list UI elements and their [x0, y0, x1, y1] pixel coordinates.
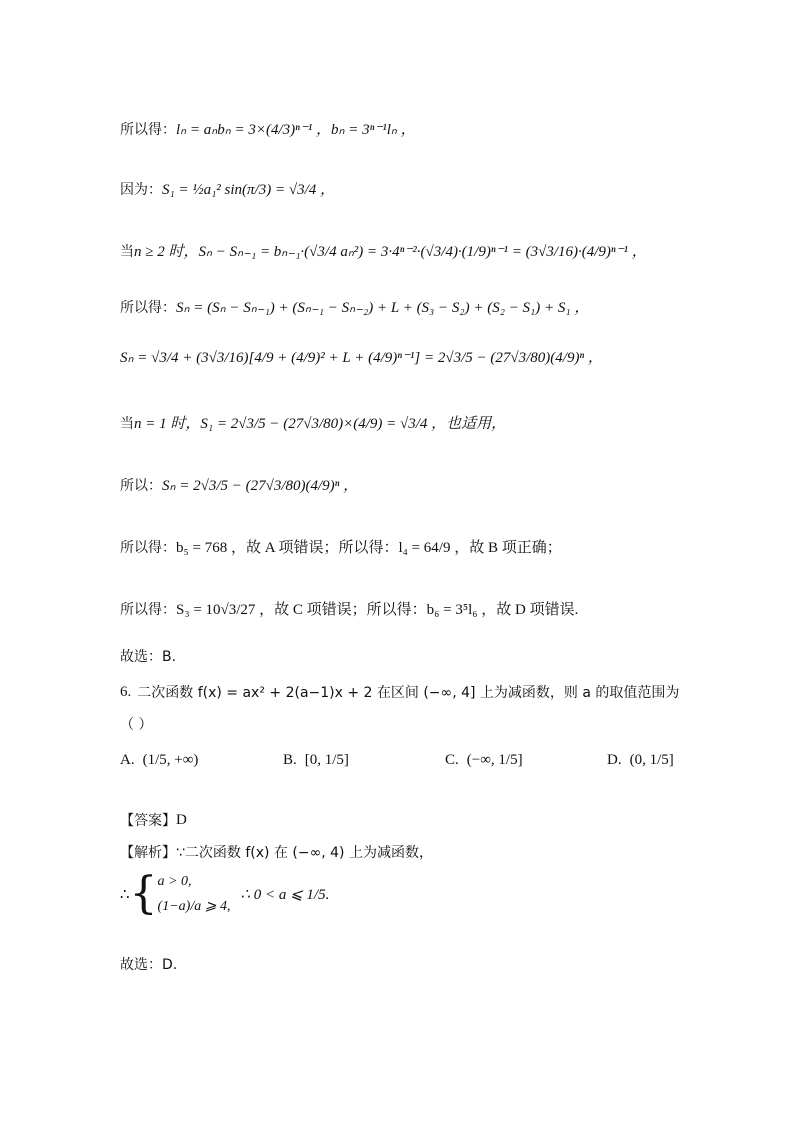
line-5: Sₙ = √3/4 + (3√3/16)[4/9 + (4/9)² + L + (4/9)ⁿ⁻¹] = 2√3/5 − (27√3/80)(4/9)ⁿ ，: [120, 350, 603, 366]
analysis-system: ∴ { a > 0, (1−a)/a ⩾ 4, ∴ 0 < a ⩽ 1/5.: [120, 868, 330, 919]
line-10: 故选：B.: [120, 649, 177, 665]
left-brace-icon: {: [129, 868, 158, 919]
answer-value: D: [176, 811, 187, 828]
line-9: 所以得： S₃ = 10√3/27 ，故 C 项错误；所以得：b₆ = 3⁵l₆ ，故 D 项错误.: [120, 601, 579, 618]
line-1: 所以得： lₙ = aₙbₙ = 3×(4/3)ⁿ⁻¹ ，bₙ = 3ⁿ⁻¹lₙ ，: [120, 121, 416, 138]
line-8: 所以得： b₅ = 768 ，故 A 项错误；所以得：l₄ = 64/9 ，故 B 项正确；: [120, 539, 562, 556]
final-answer: 故选：D.: [120, 957, 178, 973]
answer-tag: 【答案】: [120, 813, 176, 829]
option-d: D. (0, 1/5]: [607, 752, 674, 768]
question-number: 6.: [120, 683, 132, 700]
option-b: B. [0, 1/5]: [283, 752, 349, 768]
line-4: 所以得： Sₙ = (Sₙ − Sₙ₋₁) + (Sₙ₋₁ − Sₙ₋₂) + L + (S₃ − S₂) + (S₂ − S₁) + S₁ ，: [120, 299, 590, 316]
line-3: 当 n ≥ 2 时，Sₙ − Sₙ₋₁ = bₙ₋₁·(√3/4 aₙ²) = 3·4ⁿ⁻²·(√3/4)·(1/9)ⁿ⁻¹ = (3√3/16)·(4/9)ⁿ⁻¹ ，: [120, 243, 647, 260]
option-a: A. (1/5, +∞): [120, 752, 199, 768]
line-7: 所以： Sₙ = 2√3/5 − (27√3/80)(4/9)ⁿ ，: [120, 477, 359, 494]
condition-1: a > 0,: [157, 873, 192, 889]
line-2: 因为： S₁ = ½a₁² sin(π/3) = √3/4 ，: [120, 181, 335, 198]
condition-2: (1−a)/a ⩾ 4,: [157, 898, 231, 914]
question-stem: [120, 682, 679, 702]
question-text: 二次函数 f(x) = ax² + 2(a−1)x + 2 在区间 (−∞, 4] 上为减函数，则 a 的取值范围为: [137, 685, 680, 701]
analysis-text: ∵二次函数 f(x) 在 (−∞, 4) 上为减函数，: [176, 845, 433, 861]
analysis: [120, 842, 433, 862]
conclusion: ∴ 0 < a ⩽ 1/5.: [240, 886, 330, 903]
option-c: C. (−∞, 1/5]: [445, 752, 523, 768]
answer: [120, 810, 187, 830]
question-paren: （ ）: [120, 717, 153, 733]
line-6: 当 n = 1 时，S₁ = 2√3/5 − (27√3/80)×(4/9) = √3/4 ，也适用，: [120, 415, 507, 432]
analysis-tag: 【解析】: [120, 845, 176, 861]
